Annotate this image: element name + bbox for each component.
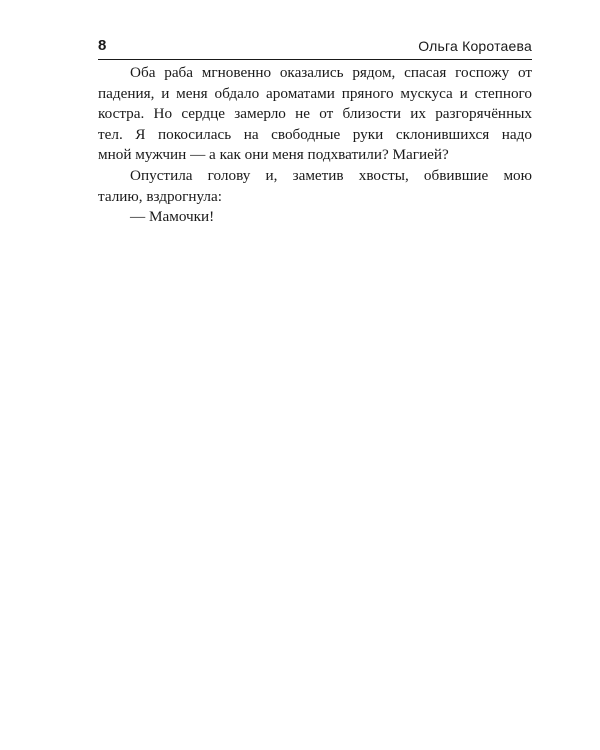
dialogue-line: — Мамочки!: [130, 208, 215, 226]
text-line: падения, и меня обдало ароматами пряного мускуса и степного: [98, 84, 532, 102]
text-line: костра. Но сердце замерло не от близости их разгорячённых: [98, 105, 532, 123]
paragraph: [98, 166, 532, 207]
text-line: талию, вздрогнула:: [98, 187, 222, 205]
page-header: [98, 37, 532, 60]
body-text: [98, 63, 532, 228]
page-number: 8: [98, 37, 107, 54]
text-line: мной мужчин — а как они меня подхватили? Магией?: [98, 146, 449, 164]
text-line: Опустила голову и, заметив хвосты, обвившие мою: [130, 166, 532, 184]
paragraph: [98, 63, 532, 166]
running-title-author: Ольга Коротаева: [418, 38, 532, 54]
paragraph: [98, 207, 532, 228]
text-line: тел. Я покосилась на свободные руки склонившихся надо: [98, 125, 532, 143]
text-line: Оба раба мгновенно оказались рядом, спасая госпожу от: [130, 64, 532, 81]
